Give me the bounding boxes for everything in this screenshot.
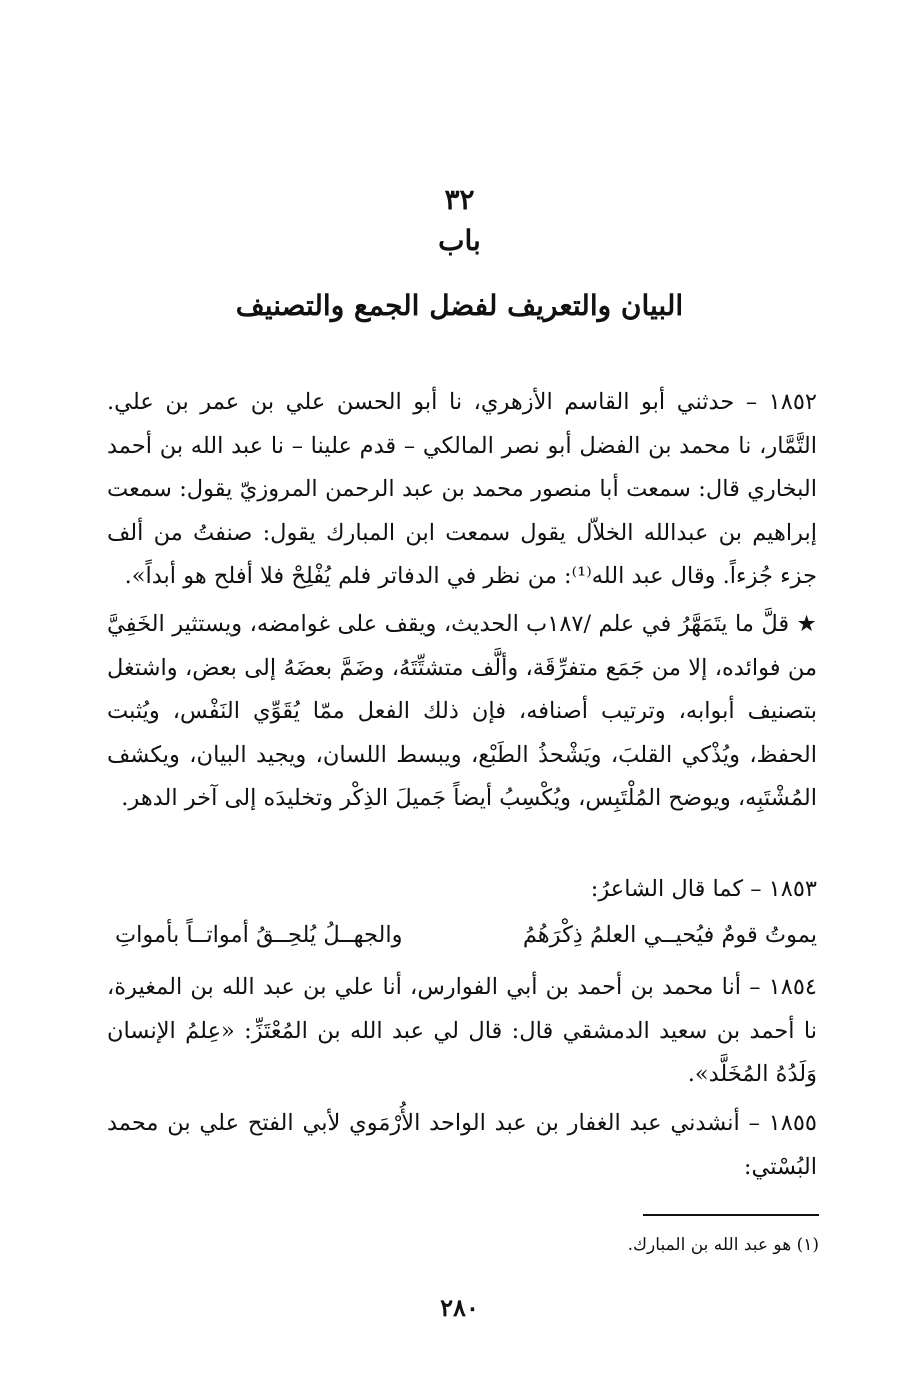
verse-first-hemistich: يموتُ قومٌ فيُحيــي العلمُ ذِكْرَهُمُ	[522, 922, 817, 948]
page-number: ٢٨٠	[440, 1293, 479, 1322]
paragraph-1854: ١٨٥٤ – أنا محمد بن أحمد بن أبي الفوارس، أنا علي بن عبد الله بن المغيرة، نا أحمد بن سعيد الدمشقي قال: قال لي عبد الله بن المُعْتَزِّ: «عِلمُ الإنسان وَلَدُهُ المُخَلَّد».	[107, 974, 817, 1087]
paragraph-commentary: ★ قلَّ ما يتَمَهَّرُ في علم /١٨٧ب الحديث، ويقف على غوامضه، ويستثير الخَفِيَّ من فوائده، إلا من جَمَع متفرِّقَة، وألَّف متشتِّتَهُ، وضَمَّ بعضَهُ إلى بعض، واشتغل بتصنيف أبوابه، وترتيب أصنافه، فإن ذلك الفعل ممّا يُقَوِّي النَفْس، ويُثبت الحفظ، ويُذْكي القلبَ، ويَشْحذُ الطَبْع، ويبسط اللسان، ويجيد البيان، ويكشف المُشْتَبِه، ويوضح المُلْتَبِس، ويُكْسِبُ أيضاً جَميلَ الذِكْر وتخليدَه إلى آخر الدهر.	[107, 611, 817, 811]
chapter-label: باب	[438, 224, 481, 257]
footnote-divider	[643, 1214, 819, 1216]
poetry-verse	[107, 913, 817, 957]
footnote: (١) هو عبد الله بن المبارك.	[627, 1235, 819, 1255]
paragraph-1855: ١٨٥٥ – أنشدني عبد الغفار بن عبد الواحد الأُرْمَوي لأبي الفتح علي بن محمد البُسْتي:	[107, 1110, 817, 1180]
paragraph-1852: ١٨٥٢ – حدثني أبو القاسم الأزهري، نا أبو الحسن علي بن عمر بن علي. التَّمَّار، نا محمد بن الفضل أبو نصر المالكي – قدم علينا – نا عبد الله بن أحمد البخاري قال: سمعت أبا منصور محمد بن عبد الرحمن المروزيّ يقول: سمعت إبراهيم بن عبدالله الخلاّل يقول سمعت ابن المبارك يقول: صنفتُ من ألف جزء جُزءاً. وقال عبد الله⁽¹⁾: من نظر في الدفاتر فلم يُفْلِحْ فلا أفلح هو أبداً».	[107, 389, 817, 589]
chapter-number: ٣٢	[444, 183, 475, 216]
paragraph-1853: ١٨٥٣ – كما قال الشاعرُ:	[590, 876, 817, 902]
verse-second-hemistich: والجهــلُ يُلحِــقُ أمواتــاً بأمواتِ	[115, 922, 403, 948]
chapter-title: البيان والتعريف لفضل الجمع والتصنيف	[235, 289, 684, 322]
